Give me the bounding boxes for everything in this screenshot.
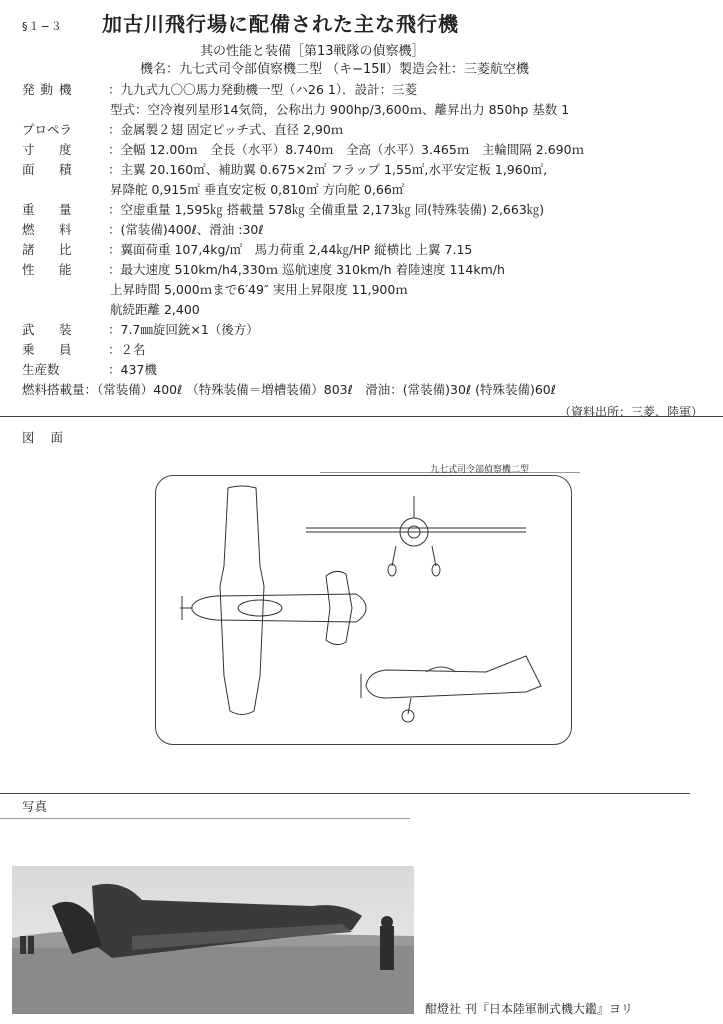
spec-value: ：（常装備）400ℓ （特殊装備＝増槽装備）803ℓ 滑油：(常装備)30ℓ (特殊装備)60ℓ bbox=[84, 382, 556, 397]
spec-table bbox=[22, 80, 702, 400]
spec-row bbox=[22, 280, 702, 300]
spec-row bbox=[22, 100, 702, 120]
spec-value: ：主翼 20.160㎡、補助翼 0.675×2㎡ フラップ 1,55㎡,水平安定板 1,960㎡, bbox=[108, 162, 548, 177]
spec-value: ：金属製２翅 固定ピッチ式、直径 2,90ｍ bbox=[108, 122, 344, 137]
spec-value: 航続距離 2,400 bbox=[110, 302, 200, 317]
aircraft-drawing bbox=[156, 476, 571, 744]
spec-value: ：(常装備)400ℓ、滑油 :30ℓ bbox=[108, 222, 264, 237]
spec-label: 生産数 bbox=[22, 362, 60, 377]
spec-row bbox=[22, 120, 702, 140]
spec-value: ：全幅 12.00ｍ 全長（水平）8.740ｍ 全高（水平）3.465ｍ 主輪間隔 2.690ｍ bbox=[108, 142, 585, 157]
model-line: 機名：九七式司令部偵察機二型 （キ−15Ⅱ）製造会社：三菱航空機 bbox=[140, 62, 529, 77]
diagram-title: 九七式司令部偵察機二型 bbox=[430, 465, 530, 475]
spec-row bbox=[22, 340, 702, 360]
spec-row bbox=[22, 300, 702, 320]
spec-label: 寸 度 bbox=[22, 142, 78, 157]
divider bbox=[0, 818, 410, 819]
spec-value: 上昇時間 5,000ｍまで6′49″ 実用上昇限度 11,900ｍ bbox=[110, 282, 408, 297]
spec-value: ：２名 bbox=[108, 342, 146, 357]
three-view-diagram bbox=[155, 475, 572, 745]
spec-row bbox=[22, 80, 702, 100]
spec-label: 重 量 bbox=[22, 202, 78, 217]
spec-row bbox=[22, 220, 702, 240]
spec-label: 乗 員 bbox=[22, 342, 78, 357]
photo-label: 写真 bbox=[22, 799, 48, 814]
spec-value: ：437機 bbox=[108, 362, 157, 377]
spec-label: 発動機 bbox=[22, 82, 78, 97]
side-view bbox=[361, 656, 541, 722]
front-view bbox=[306, 496, 526, 576]
spec-row bbox=[22, 160, 702, 180]
page-title: 加古川飛行場に配備された主な飛行機 bbox=[102, 12, 459, 36]
spec-row bbox=[22, 380, 702, 400]
spec-value: ：空虚重量 1,595㎏ 搭載量 578㎏ 全備重量 2,173㎏ 同(特殊装備) 2,663㎏) bbox=[108, 202, 545, 217]
spec-value: ：最大速度 510km/h4,330ｍ 巡航速度 310km/h 着陸速度 114km/h bbox=[108, 262, 505, 277]
divider bbox=[0, 793, 690, 794]
page-subtitle: 其の性能と装備［第13戦隊の偵察機］ bbox=[200, 44, 425, 59]
spec-label: 面 積 bbox=[22, 162, 78, 177]
spec-row bbox=[22, 240, 702, 260]
spec-value: ：九九式九〇〇馬力発動機一型（ハ26 1）．設計：三菱 bbox=[108, 82, 418, 97]
source-note: （資料出所：三菱、陸軍） bbox=[558, 405, 703, 419]
spec-row bbox=[22, 180, 702, 200]
aircraft-photo bbox=[12, 866, 414, 1014]
figure-label: 図 面 bbox=[22, 430, 69, 445]
top-view bbox=[180, 486, 366, 715]
photo-image bbox=[12, 866, 414, 1014]
spec-label: 性 能 bbox=[22, 262, 78, 277]
photo-caption: 酣燈社 刊『日本陸軍制式機大鑑』ヨリ bbox=[425, 1002, 633, 1016]
spec-row bbox=[22, 320, 702, 340]
spec-label: 諸 比 bbox=[22, 242, 78, 257]
spec-row bbox=[22, 260, 702, 280]
spec-value: ：7.7㎜旋回銃×1（後方） bbox=[108, 322, 259, 337]
spec-label: 燃 料 bbox=[22, 222, 78, 237]
spec-label: プロペラ bbox=[22, 122, 73, 137]
spec-label: 武 装 bbox=[22, 322, 78, 337]
spec-row bbox=[22, 200, 702, 220]
spec-value: 型式：空冷複列星形14気筒，公称出力 900hp/3,600ｍ、離昇出力 850hp 基数 1 bbox=[110, 102, 570, 117]
spec-value: 昇降舵 0,915㎡ 垂直安定板 0,810㎡ 方向舵 0,66㎡ bbox=[110, 182, 405, 197]
spec-row bbox=[22, 140, 702, 160]
divider bbox=[0, 416, 723, 417]
spec-label: 燃料搭載量 bbox=[22, 382, 85, 397]
section-number: §１−３ bbox=[22, 20, 63, 33]
spec-value: ：翼面荷重 107,4kg/㎡ 馬力荷重 2,44㎏/HP 縦横比 上翼 7.15 bbox=[108, 242, 473, 257]
spec-row bbox=[22, 360, 702, 380]
